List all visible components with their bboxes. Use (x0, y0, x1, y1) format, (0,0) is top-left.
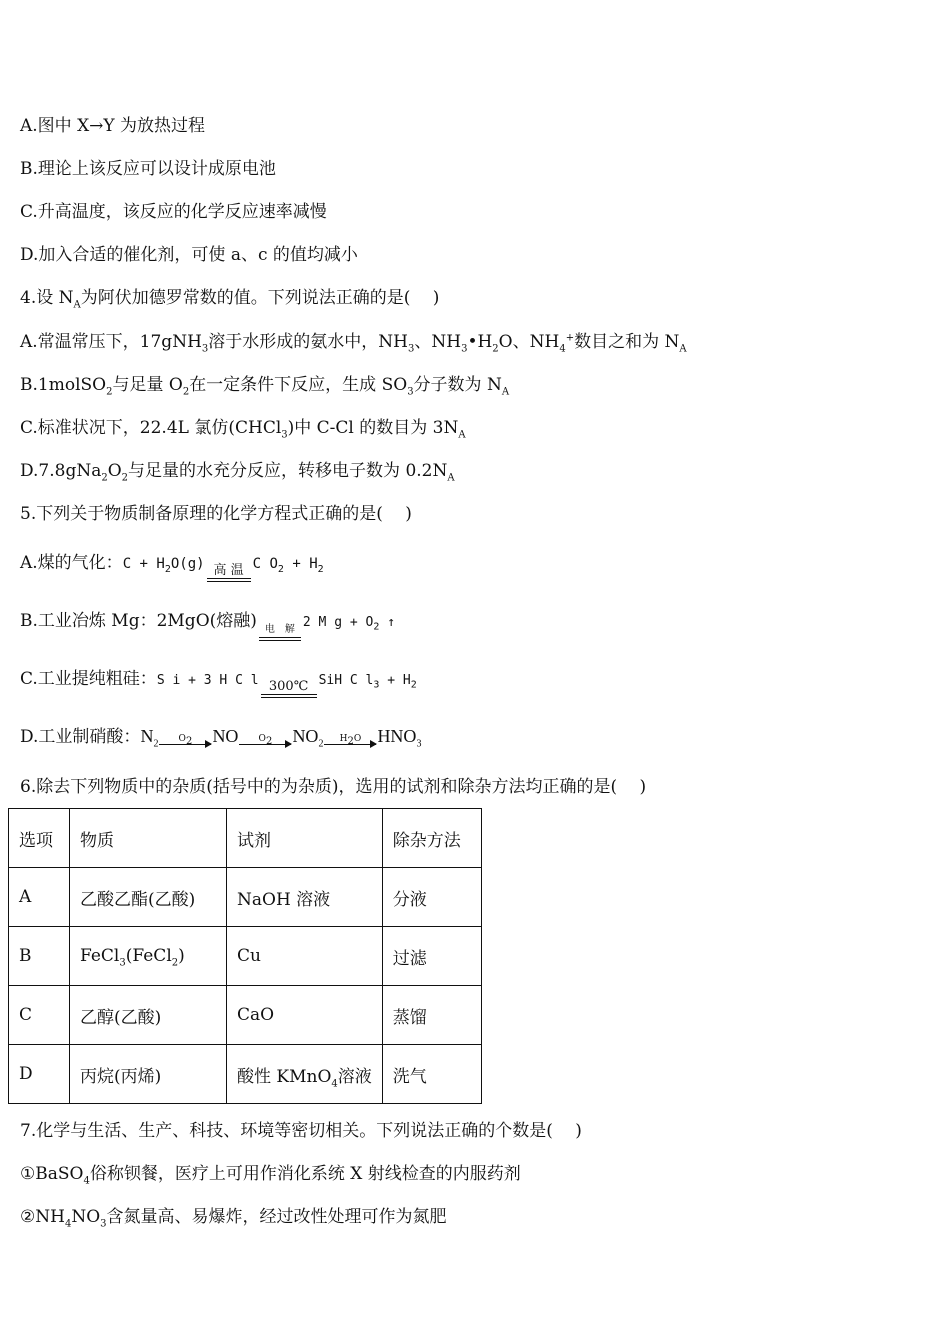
option-cell: B (9, 927, 70, 986)
q4-option-b: B.1molSO$_2$与足量 $O_2$在一定条件下反应，生成 $SO_3$分子数为 $N_A$ (20, 375, 510, 398)
q4-option-c: C.标准状况下，22.4L 氯仿(CHCl$_3$)中 C-Cl 的数目为 $3N_A$ (20, 418, 466, 441)
q3-option-d: D.加入合适的催化剂，可使 a、c 的值均减小 (20, 245, 358, 265)
q3-option-a: A.图中 X→Y 为放热过程 (20, 116, 206, 136)
q4-option-d: $D.7.8gNa_2O_2$与足量的水充分反应，转移电子数为 $0.2N_A$ (20, 461, 455, 484)
q7-item-1: ①BaSO$_4$俗称钡餐，医疗上可用作消化系统 X 射线检查的内服药剂 (20, 1164, 521, 1187)
table-row (9, 986, 482, 1045)
table-row (9, 1045, 482, 1104)
q7-item-2: $②NH_4NO_3$含氮量高、易爆炸，经过改性处理可作为氮肥 (20, 1207, 447, 1230)
q4-stem: 4.设 $N_A$为阿伏加德罗常数的值。下列说法正确的是( ) (20, 288, 440, 311)
q5-option-d: D.工业制硝酸：$N_2$ $O_2$ NO $O_2$ $NO_2$ $H_2O$ $HNO_3$ (20, 726, 422, 750)
header-cell: 物质 (70, 809, 227, 868)
substance-cell: FeCl$_3$(FeCl$_2$) (70, 927, 227, 986)
q5-option-a: A.煤的气化：$C + H_2O(g)$ 高 温 C $O_2 + H_2$ (20, 551, 324, 582)
reaction-condition: 高 温 (207, 564, 251, 582)
header-cell: 选项 (9, 809, 70, 868)
reaction-condition: 电 解 (259, 623, 301, 641)
method-cell: 过滤 (382, 927, 481, 986)
q6-table (8, 808, 482, 1104)
reagent-cell: NaOH 溶液 (227, 868, 383, 927)
substance-cell: 乙酸乙酯(乙酸) (70, 868, 227, 927)
option-cell: A (9, 868, 70, 927)
substance-cell: 丙烷(丙烯) (70, 1045, 227, 1104)
q6-stem: 6.除去下列物质中的杂质(括号中的为杂质)，选用的试剂和除杂方法均正确的是( ) (20, 777, 647, 797)
method-cell: 蒸馏 (382, 986, 481, 1045)
substance-cell: 乙醇(乙酸) (70, 986, 227, 1045)
table-header-row (9, 809, 482, 868)
q4-option-a: A.常温常压下，17gNH$_3$溶于水形成的氨水中，$NH_3$、$NH_3•H_2O$、$NH_4^+$数目之和为 $N_A$ (20, 332, 687, 355)
table-row (9, 927, 482, 986)
reaction-arrow: $O_2$ (239, 734, 291, 745)
q5-option-c: C.工业提纯粗硅：S i + 3 H C l 300℃ SiH C $l_3 + H_2$ (20, 667, 417, 698)
q5-stem: 5.下列关于物质制备原理的化学方程式正确的是( ) (20, 504, 412, 524)
reagent-cell: 酸性 KMnO$_4$溶液 (227, 1045, 383, 1104)
method-cell: 洗气 (382, 1045, 481, 1104)
reagent-cell: CaO (227, 986, 383, 1045)
option-cell: D (9, 1045, 70, 1104)
reaction-arrow: $O_2$ (159, 734, 211, 745)
q7-stem: 7.化学与生活、生产、科技、环境等密切相关。下列说法正确的个数是( ) (20, 1121, 582, 1141)
table-row (9, 868, 482, 927)
reagent-cell: Cu (227, 927, 383, 986)
reaction-condition: 300℃ (261, 680, 317, 698)
header-cell: 试剂 (227, 809, 383, 868)
method-cell: 分液 (382, 868, 481, 927)
reaction-arrow: $H_2O$ (324, 734, 376, 745)
q3-option-c: C.升高温度，该反应的化学反应速率减慢 (20, 202, 327, 222)
q5-option-b: B.工业冶炼 Mg：2MgO(熔融) 电 解 2 M $g + O_2$ ↑ (20, 609, 395, 641)
header-cell: 除杂方法 (382, 809, 481, 868)
q3-option-b: B.理论上该反应可以设计成原电池 (20, 159, 276, 179)
option-cell: C (9, 986, 70, 1045)
